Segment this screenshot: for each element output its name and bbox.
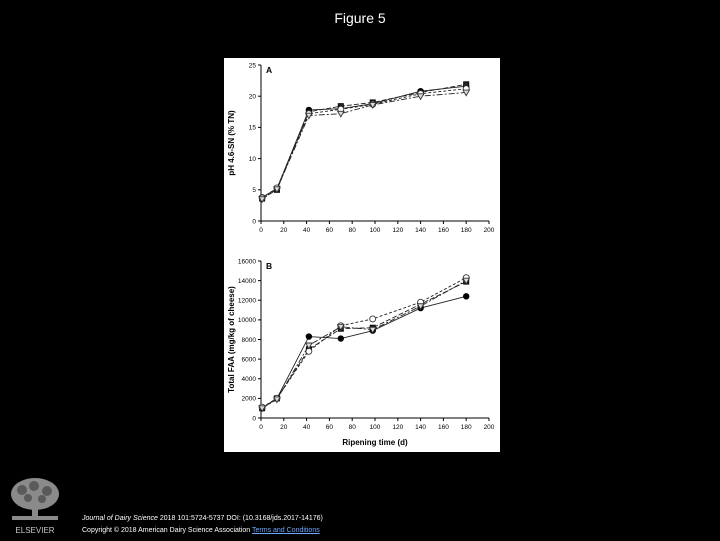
data-point [338,111,344,117]
x-tick-label: 200 [483,424,495,431]
x-tick-label: 40 [302,424,311,431]
x-tick-label: 60 [325,227,334,234]
x-tick-label: 160 [437,227,449,234]
data-point [370,316,376,322]
figure-5-charts [224,58,500,452]
elsevier-wordmark: ELSEVIER [15,526,55,535]
terms-and-conditions-link[interactable]: Terms and Conditions [252,527,320,534]
x-tick-label: 80 [348,227,356,234]
figure-image [224,58,500,452]
y-tick-label: 0 [252,415,256,423]
y-tick-label: 15 [248,124,256,132]
slide-title: Figure 5 [334,10,386,26]
panel-label: B [266,261,273,271]
x-tick-label: 0 [259,424,263,431]
copyright-text: Copyright © 2018 American Dairy Science Association [82,527,253,534]
data-point [463,294,469,300]
x-tick-label: 20 [280,227,288,234]
series-line [262,84,466,198]
y-tick-label: 4000 [241,376,256,384]
x-tick-label: 40 [302,227,311,234]
y-tick-label: 5 [252,187,256,195]
panel-a [227,62,495,234]
y-axis-label: pH 4.6-SN (% TN) [227,110,236,176]
x-tick-label: 0 [259,227,263,234]
y-axis-label: Total FAA (mg/kg of cheese) [227,286,236,393]
x-tick-label: 20 [280,424,288,431]
y-tick-label: 14000 [237,277,256,285]
elsevier-tree-icon [4,474,66,536]
journal-name: Journal of Dairy Science [82,515,158,522]
series-line [262,92,466,199]
y-tick-label: 12000 [237,297,256,305]
x-tick-label: 180 [460,424,472,431]
citation-footer [82,513,323,537]
copyright-line [82,525,323,537]
citation-line [82,513,323,525]
x-tick-label: 80 [348,424,356,431]
x-tick-label: 120 [392,227,404,234]
doi-citation: 2018 101:5724-5737 DOI: (10.3168/jds.2017-14176) [157,515,323,522]
y-tick-label: 0 [252,218,256,226]
y-tick-label: 20 [248,93,256,101]
x-tick-label: 200 [483,227,495,234]
series-line [262,296,466,408]
series-line [262,282,466,409]
x-tick-label: 160 [437,424,449,431]
y-tick-label: 2000 [241,395,256,403]
y-tick-label: 16000 [237,258,256,266]
y-tick-label: 10000 [237,317,256,325]
x-tick-label: 120 [392,424,404,431]
series-line [262,278,466,408]
y-tick-label: 6000 [241,356,256,364]
data-point [306,334,312,340]
data-point [338,336,344,342]
x-tick-label: 140 [415,424,427,431]
panel-label: A [266,65,273,75]
y-tick-label: 25 [248,62,256,70]
x-tick-label: 100 [369,424,381,431]
elsevier-logo [4,474,66,536]
x-axis-label: Ripening time (d) [342,438,408,447]
series-line [262,281,466,409]
y-tick-label: 8000 [241,336,256,344]
series-line [262,86,466,197]
x-tick-label: 140 [415,227,427,234]
x-tick-label: 100 [369,227,381,234]
x-tick-label: 60 [325,424,334,431]
panel-b [227,258,495,447]
y-tick-label: 10 [248,155,256,163]
x-tick-label: 180 [460,227,472,234]
